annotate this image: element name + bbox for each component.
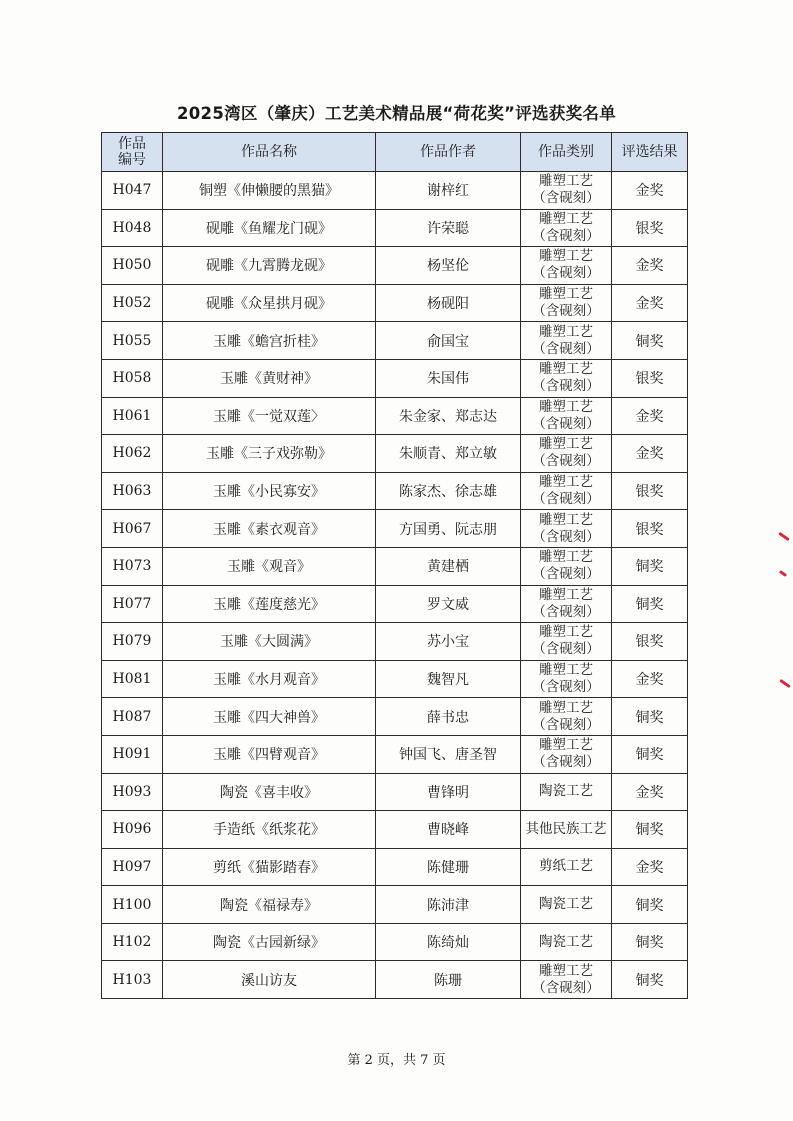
cell-author: 杨砚阳 [376, 284, 521, 322]
table-row [102, 397, 688, 435]
cell-result: 金奖 [612, 848, 688, 886]
table-row [102, 886, 688, 924]
cell-name: 陶瓷《喜丰收》 [163, 773, 376, 811]
cell-author: 曹晓峰 [376, 811, 521, 849]
table-row [102, 811, 688, 849]
cell-id: H097 [102, 848, 163, 886]
cell-name: 砚雕《众星拱月砚》 [163, 284, 376, 322]
category-line: （含砚刻） [532, 378, 600, 395]
table-row [102, 698, 688, 736]
cell-author: 陈珊 [376, 961, 521, 999]
category-line: 雕塑工艺 [539, 511, 593, 528]
category-line: 雕塑工艺 [539, 737, 593, 754]
cell-name: 玉雕《黄财神》 [163, 359, 376, 397]
table-row [102, 923, 688, 961]
cell-author: 杨坚伦 [376, 247, 521, 285]
category-line: 陶瓷工艺 [539, 933, 593, 950]
cell-author: 陈绮灿 [376, 923, 521, 961]
cell-id: H062 [102, 435, 163, 473]
cell-name: 陶瓷《古园新绿》 [163, 923, 376, 961]
cell-category [521, 811, 612, 849]
cell-author: 方国勇、阮志朋 [376, 510, 521, 548]
table-row [102, 510, 688, 548]
category-line: 陶瓷工艺 [539, 896, 593, 913]
table-row [102, 247, 688, 285]
table-row [102, 172, 688, 210]
category-line: 雕塑工艺 [539, 248, 593, 265]
table-row [102, 435, 688, 473]
cell-author: 曹锋明 [376, 773, 521, 811]
cell-result: 金奖 [612, 660, 688, 698]
cell-id: H073 [102, 547, 163, 585]
cell-id: H091 [102, 735, 163, 773]
cell-id: H067 [102, 510, 163, 548]
awards-table [101, 132, 688, 999]
cell-result: 铜奖 [612, 585, 688, 623]
cell-author: 许荣聪 [376, 209, 521, 247]
cell-result: 金奖 [612, 247, 688, 285]
cell-id: H052 [102, 284, 163, 322]
cell-author: 朱顺青、郑立敏 [376, 435, 521, 473]
cell-result: 铜奖 [612, 961, 688, 999]
cell-name: 玉雕《大圆满》 [163, 623, 376, 661]
category-line: 雕塑工艺 [539, 624, 593, 641]
category-line: （含砚刻） [532, 641, 600, 658]
page-footer: 第 2 页，共 7 页 [347, 1053, 446, 1068]
cell-result: 银奖 [612, 623, 688, 661]
table-row [102, 623, 688, 661]
cell-category [521, 247, 612, 285]
category-line: （含砚刻） [532, 754, 600, 771]
cell-id: H079 [102, 623, 163, 661]
table-row [102, 472, 688, 510]
cell-id: H081 [102, 660, 163, 698]
category-line: 陶瓷工艺 [539, 783, 593, 800]
cell-result: 铜奖 [612, 886, 688, 924]
cell-name: 玉雕《四臂观音》 [163, 735, 376, 773]
category-line: 雕塑工艺 [539, 173, 593, 190]
category-line: （含砚刻） [532, 415, 600, 432]
cell-author: 陈沛津 [376, 886, 521, 924]
cell-id: H100 [102, 886, 163, 924]
category-line: （含砚刻） [532, 528, 600, 545]
category-line: （含砚刻） [532, 190, 600, 207]
cell-category [521, 397, 612, 435]
table-row [102, 547, 688, 585]
cell-name: 砚雕《九霄腾龙砚》 [163, 247, 376, 285]
category-line: 雕塑工艺 [539, 699, 593, 716]
category-line: （含砚刻） [532, 227, 600, 244]
cell-name: 玉雕《小民寡安》 [163, 472, 376, 510]
cell-name: 陶瓷《福禄寿》 [163, 886, 376, 924]
cell-author: 俞国宝 [376, 322, 521, 360]
category-line: 雕塑工艺 [539, 586, 593, 603]
cell-result: 金奖 [612, 435, 688, 473]
cell-id: H058 [102, 359, 163, 397]
cell-id: H048 [102, 209, 163, 247]
table-row [102, 359, 688, 397]
cell-category [521, 322, 612, 360]
cell-author: 谢梓红 [376, 172, 521, 210]
cell-result: 铜奖 [612, 322, 688, 360]
cell-category [521, 698, 612, 736]
cell-author: 魏智凡 [376, 660, 521, 698]
cell-category [521, 773, 612, 811]
table-row [102, 961, 688, 999]
cell-id: H047 [102, 172, 163, 210]
cell-category [521, 660, 612, 698]
cell-id: H087 [102, 698, 163, 736]
table-row [102, 660, 688, 698]
cell-author: 朱金家、郑志达 [376, 397, 521, 435]
category-line: 雕塑工艺 [539, 398, 593, 415]
category-line: 剪纸工艺 [539, 858, 593, 875]
cell-name: 玉雕《莲度慈光》 [163, 585, 376, 623]
cell-category [521, 886, 612, 924]
cell-name: 玉雕《水月观音》 [163, 660, 376, 698]
table-row [102, 284, 688, 322]
cell-result: 金奖 [612, 397, 688, 435]
cell-name: 砚雕《鱼耀龙门砚》 [163, 209, 376, 247]
cell-name: 玉雕《四大神兽》 [163, 698, 376, 736]
cell-category [521, 172, 612, 210]
category-line: （含砚刻） [532, 491, 600, 508]
cell-result: 金奖 [612, 284, 688, 322]
category-line: 雕塑工艺 [539, 323, 593, 340]
category-line: 雕塑工艺 [539, 662, 593, 679]
category-line: （含砚刻） [532, 340, 600, 357]
category-line: （含砚刻） [532, 566, 600, 583]
cell-author: 钟国飞、唐圣智 [376, 735, 521, 773]
category-line: （含砚刻） [532, 603, 600, 620]
cell-name: 手造纸《纸浆花》 [163, 811, 376, 849]
cell-category [521, 435, 612, 473]
cell-category [521, 923, 612, 961]
cell-author: 朱国伟 [376, 359, 521, 397]
category-line: 雕塑工艺 [539, 549, 593, 566]
cell-result: 银奖 [612, 359, 688, 397]
table-row [102, 585, 688, 623]
cell-id: H102 [102, 923, 163, 961]
header-author: 作品作者 [376, 133, 521, 172]
table-row [102, 773, 688, 811]
cell-category [521, 848, 612, 886]
table-row [102, 848, 688, 886]
category-line: 雕塑工艺 [539, 210, 593, 227]
cell-result: 金奖 [612, 773, 688, 811]
cell-author: 陈健珊 [376, 848, 521, 886]
cell-category [521, 961, 612, 999]
cell-name: 玉雕《一觉双莲〉 [163, 397, 376, 435]
cell-category [521, 359, 612, 397]
category-line: （含砚刻） [532, 453, 600, 470]
cell-name: 铜塑《伸懒腰的黑猫》 [163, 172, 376, 210]
cell-category [521, 623, 612, 661]
category-line: 雕塑工艺 [539, 361, 593, 378]
table-row [102, 322, 688, 360]
page-title: 2025湾区（肇庆）工艺美术精品展“荷花奖”评选获奖名单 [176, 104, 616, 123]
category-line: （含砚刻） [532, 303, 600, 320]
cell-id: H096 [102, 811, 163, 849]
stray-mark [779, 679, 791, 688]
cell-name: 玉雕《三子戏弥勒》 [163, 435, 376, 473]
cell-id: H077 [102, 585, 163, 623]
category-line: 雕塑工艺 [539, 286, 593, 303]
cell-id: H061 [102, 397, 163, 435]
cell-result: 铜奖 [612, 923, 688, 961]
cell-name: 玉雕《蟾宫折桂》 [163, 322, 376, 360]
category-line: 雕塑工艺 [539, 436, 593, 453]
category-line: 其他民族工艺 [525, 820, 607, 837]
cell-category [521, 209, 612, 247]
cell-category [521, 547, 612, 585]
category-line: 雕塑工艺 [539, 474, 593, 491]
header-category: 作品类别 [521, 133, 612, 172]
cell-author: 罗文威 [376, 585, 521, 623]
cell-category [521, 510, 612, 548]
category-line: 雕塑工艺 [539, 962, 593, 979]
cell-name: 溪山访友 [163, 961, 376, 999]
cell-result: 金奖 [612, 172, 688, 210]
cell-name: 玉雕《素衣观音》 [163, 510, 376, 548]
table-header-row [102, 133, 688, 172]
header-name: 作品名称 [163, 133, 376, 172]
stray-mark [779, 570, 787, 577]
cell-author: 薛书忠 [376, 698, 521, 736]
cell-id: H103 [102, 961, 163, 999]
cell-name: 玉雕《观音》 [163, 547, 376, 585]
cell-result: 铜奖 [612, 735, 688, 773]
cell-result: 铜奖 [612, 698, 688, 736]
cell-id: H055 [102, 322, 163, 360]
stray-mark [778, 532, 790, 541]
cell-id: H063 [102, 472, 163, 510]
cell-category [521, 585, 612, 623]
cell-category [521, 284, 612, 322]
cell-author: 黄建栖 [376, 547, 521, 585]
cell-result: 银奖 [612, 209, 688, 247]
table-row [102, 209, 688, 247]
header-result: 评选结果 [612, 133, 688, 172]
category-line: （含砚刻） [532, 979, 600, 996]
category-line: （含砚刻） [532, 679, 600, 696]
cell-result: 铜奖 [612, 547, 688, 585]
cell-id: H050 [102, 247, 163, 285]
cell-result: 银奖 [612, 510, 688, 548]
cell-name: 剪纸《猫影踏春》 [163, 848, 376, 886]
cell-author: 陈家杰、徐志雄 [376, 472, 521, 510]
cell-category [521, 735, 612, 773]
cell-category [521, 472, 612, 510]
category-line: （含砚刻） [532, 265, 600, 282]
cell-result: 铜奖 [612, 811, 688, 849]
header-id: 作品 编号 [102, 133, 163, 172]
cell-author: 苏小宝 [376, 623, 521, 661]
table-row [102, 735, 688, 773]
cell-result: 银奖 [612, 472, 688, 510]
cell-id: H093 [102, 773, 163, 811]
category-line: （含砚刻） [532, 716, 600, 733]
